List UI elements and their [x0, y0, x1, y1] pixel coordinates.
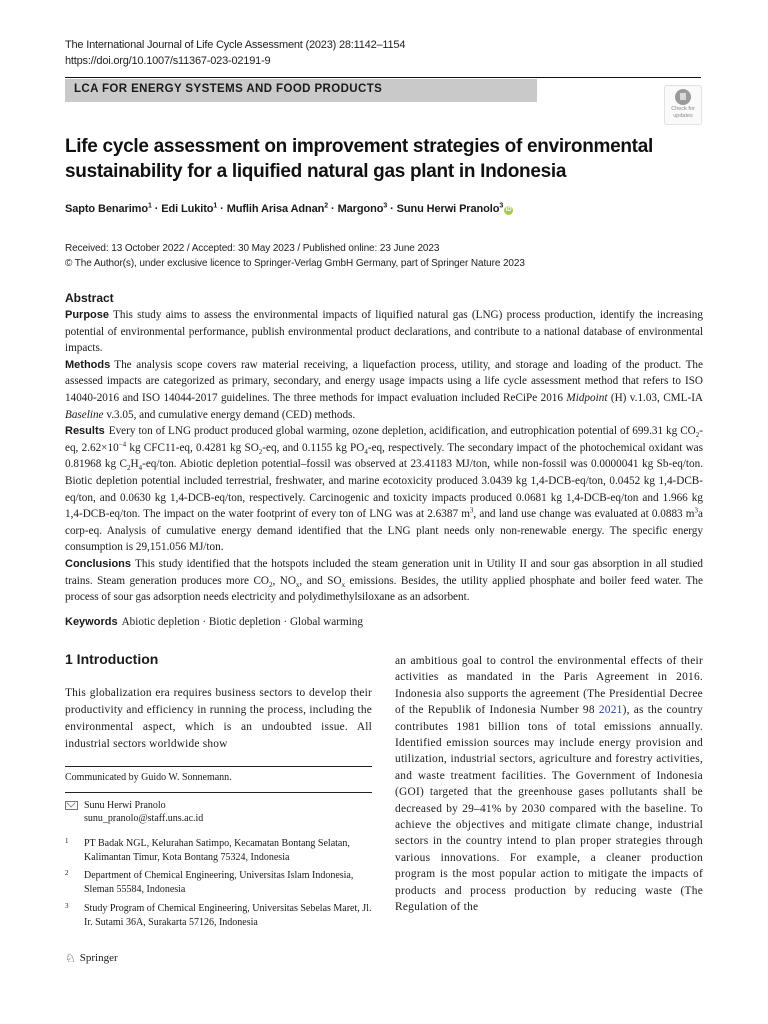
publisher-name: Springer [79, 952, 118, 964]
check-updates-line1: Check for [671, 106, 695, 112]
author-name[interactable]: Muflih Arisa Adnan [226, 203, 325, 215]
affiliation-number: 1 [65, 837, 69, 845]
abstract-methods [65, 357, 703, 423]
footnote-divider [65, 766, 372, 767]
author-name[interactable]: Sunu Herwi Pranolo [396, 203, 500, 215]
subscript: 4 [364, 447, 368, 456]
results-text: H [130, 458, 139, 471]
results-text: -eq/ton. Abiotic depletion potential–fossil was observed at 23.41183 MJ/ton, while non-fossil was 0.0000041 kg Sb-eq/ton. Biotic depletion potential included terrestrial, freshwater, and marine ecotoxicity produced 3.0439 kg 1,4-DCB-eq/ton, 0.0452 kg 1,4-DCB-eq/ton, and 0.0630 kg 1,4-DCB-eq/ton, respectively. Carcinogenic and toxicity impacts produced 0.0681 kg 1,4-DCB-eq/ton and 1.966 kg 1,4-DCB-eq/ton. The impact on the water footprint of every ton of LNG was at 2.6387 m [65, 458, 703, 521]
methods-text: v.3.05, and cumulative energy demand (CED) methods. [103, 408, 356, 421]
superscript: 3 [469, 506, 474, 515]
subscript: 2 [258, 447, 263, 456]
affiliation-text: Department of Chemical Engineering, Universitas Islam Indonesia, Sleman 55584, Indonesia [84, 870, 354, 895]
affiliation-number: 3 [65, 902, 69, 910]
author-separator: · [217, 203, 227, 215]
article-title: Life cycle assessment on improvement strategies of environmental sustainability for a liquified natural gas plant in Indonesia [65, 136, 653, 182]
affiliation-marker: 3 [383, 202, 388, 210]
affiliation-marker: 1 [213, 202, 218, 210]
subscript: x [295, 580, 300, 589]
introduction-right-column [395, 653, 703, 916]
affiliation-number: 2 [65, 869, 69, 877]
orcid-icon[interactable]: iD [505, 207, 512, 213]
results-text: -eq, respectively. The secondary impact of the photochemical oxidant was 0.81968 kg C [65, 441, 704, 471]
results-label: Results [65, 425, 105, 438]
methods-label: Methods [65, 358, 111, 371]
intro-text: an ambitious goal to control the environmental effects of their activities as mandated in the Paris Agreement in 2016. Indonesia also supports the agreement (The Presidential Decree of the Republik of Indonesia Number 98 [395, 655, 703, 717]
conclusions-text: , and SO [299, 574, 342, 587]
subscript: 2 [695, 431, 700, 440]
received-accepted-published: Received: 13 October 2022 / Accepted: 30 May 2023 / Published online: 23 June 2023 [65, 243, 440, 254]
publication-dates [65, 241, 525, 271]
introduction-heading: 1 Introduction [65, 651, 159, 667]
affiliation-text: Study Program of Chemical Engineering, Universitas Sebelas Maret, Jl. Ir. Sutami 36A, Surakarta 57126, Indonesia [84, 903, 372, 928]
author-separator: · [328, 203, 338, 215]
copyright-notice: © The Author(s), under exclusive licence to Springer-Verlag GmbH Germany, part of Springer Nature 2023 [65, 258, 525, 269]
superscript: −4 [118, 440, 127, 449]
intro-text: ), as the country contributes 1981 billion tons of total emissions annually. Identified emission sources may include energy provision and utilization, industrial sectors, agriculture and forestry activities, and waste treatment facilities. The Government of Indonesia (GOI) targeted that the greenhouse gases pollutants shall be decreased by 29–41% by 2030 compared with the baseline. To achieve the objectives and mitigate climate change, industrial sectors in the country intend to plan proper strategies through various innovations. For example, a cleaner production program is the most popular action to mitigate the impacts of products and process production by reducing waste (The Regulation of the [395, 704, 703, 914]
results-text: a corp-eq. Analysis of cumulative energy demand identified that the LNG plant needs only non-renewable energy. The specific energy consumption is 29,151.056 MJ/ton. [65, 508, 703, 554]
subscript: 2 [269, 580, 273, 589]
section-banner [65, 79, 537, 102]
purpose-text: This study aims to assess the environmental impacts of liquified natural gas (LNG) process production, identify the increasing potential of environmental performance, publish environmental product declarations, and contribute to a national database of environmental impacts. [65, 309, 703, 355]
citation-link[interactable]: 2021 [598, 704, 623, 717]
conclusions-text: This study identified that the hotspots included the steam generation unit in Utility II and sour gas absorption in all studied trains. Steam generation produces more CO [65, 557, 703, 587]
conclusions-label: Conclusions [65, 557, 132, 570]
author-name[interactable]: Edi Lukito [161, 203, 214, 215]
abstract-results [65, 423, 703, 556]
journal-citation: The International Journal of Life Cycle Assessment (2023) 28:1142–1154 [65, 39, 406, 51]
affiliation-marker: 3 [499, 202, 504, 210]
methods-text: (H) v.1.03, CML-IA [607, 391, 703, 404]
subscript: 2 [127, 464, 131, 473]
author-list [65, 203, 513, 215]
abstract-section [65, 290, 703, 606]
abstract-purpose [65, 307, 703, 357]
corresponding-email[interactable]: sunu_pranolo@staff.uns.ac.id [84, 813, 204, 824]
affiliation-text: PT Badak NGL, Kelurahan Satimpo, Kecamatan Bontang Selatan, Kalimantan Timur, Kota Bontang 75324, Indonesia [84, 838, 350, 863]
keywords-label: Keywords [65, 616, 118, 628]
results-text: -eq, 2.62×10 [65, 425, 703, 454]
results-text: kg CFC11-eq, 0.4281 kg SO [126, 441, 259, 454]
results-text: -eq, and 0.1155 kg PO [262, 441, 365, 454]
doi-link[interactable]: https://doi.org/10.1007/s11367-023-02191-9 [65, 55, 271, 67]
methods-italic: Baseline [65, 408, 104, 421]
results-text: Every ton of LNG product produced global warming, ozone depletion, acidification, and eutrophication potential of 699.31 kg CO [108, 425, 696, 438]
envelope-icon [65, 801, 78, 810]
conclusions-text: emissions. Besides, the utility applied phosphate and boiler feed water. The process of sour gas adsorption needs electricity and polydimethylsiloxane as an adsorbent. [65, 574, 703, 604]
footnote-divider [65, 792, 372, 793]
author-separator: · [387, 203, 397, 215]
keywords [65, 614, 363, 630]
publisher-logo [65, 952, 118, 964]
check-for-updates-icon [675, 89, 691, 105]
subscript: 4 [138, 464, 143, 473]
results-text: , and land use change was evaluated at 0.0883 m [473, 508, 695, 521]
author-separator: · [151, 203, 162, 215]
introduction-left-column: This globalization era requires business sectors to develop their productivity and efficiency in running the process, including the environmental aspect, which is an undoubted issue. All industrial sectors worldwide show [65, 687, 372, 750]
methods-text: The analysis scope covers raw material receiving, a liquefaction process, utility, and storage and loading of the product. The assessed impacts are categorized as primary, secondary, and energy usage impacts using a life cycle assessment method that refers to ISO 14040-2016 and ISO 14044-2017 guidelines. The three methods for impact evaluation included ReCiPe 2016 [65, 358, 703, 404]
affiliation-marker: 1 [147, 202, 152, 210]
abstract-conclusions [65, 556, 703, 606]
check-updates-line2: updates [673, 113, 693, 119]
author-name[interactable]: Margono [337, 203, 384, 215]
keywords-list: Abiotic depletion · Biotic depletion · Global warming [121, 616, 363, 628]
superscript: 3 [694, 506, 699, 515]
subscript: x [341, 580, 346, 589]
corresponding-name: Sunu Herwi Pranolo [84, 800, 166, 811]
conclusions-text: , NO [272, 574, 296, 587]
springer-horse-icon: ♘ [65, 951, 76, 965]
affiliation-marker: 2 [324, 202, 329, 210]
check-for-updates-button[interactable] [664, 85, 702, 125]
methods-italic: Midpoint [566, 391, 608, 404]
purpose-label: Purpose [65, 309, 110, 321]
communicated-by: Communicated by Guido W. Sonnemann. [65, 772, 232, 783]
section-label: LCA FOR ENERGY SYSTEMS AND FOOD PRODUCTS [74, 83, 383, 95]
author-name[interactable]: Sapto Benarimo [65, 203, 148, 215]
header-rule [65, 77, 701, 78]
abstract-heading: Abstract [65, 291, 114, 305]
